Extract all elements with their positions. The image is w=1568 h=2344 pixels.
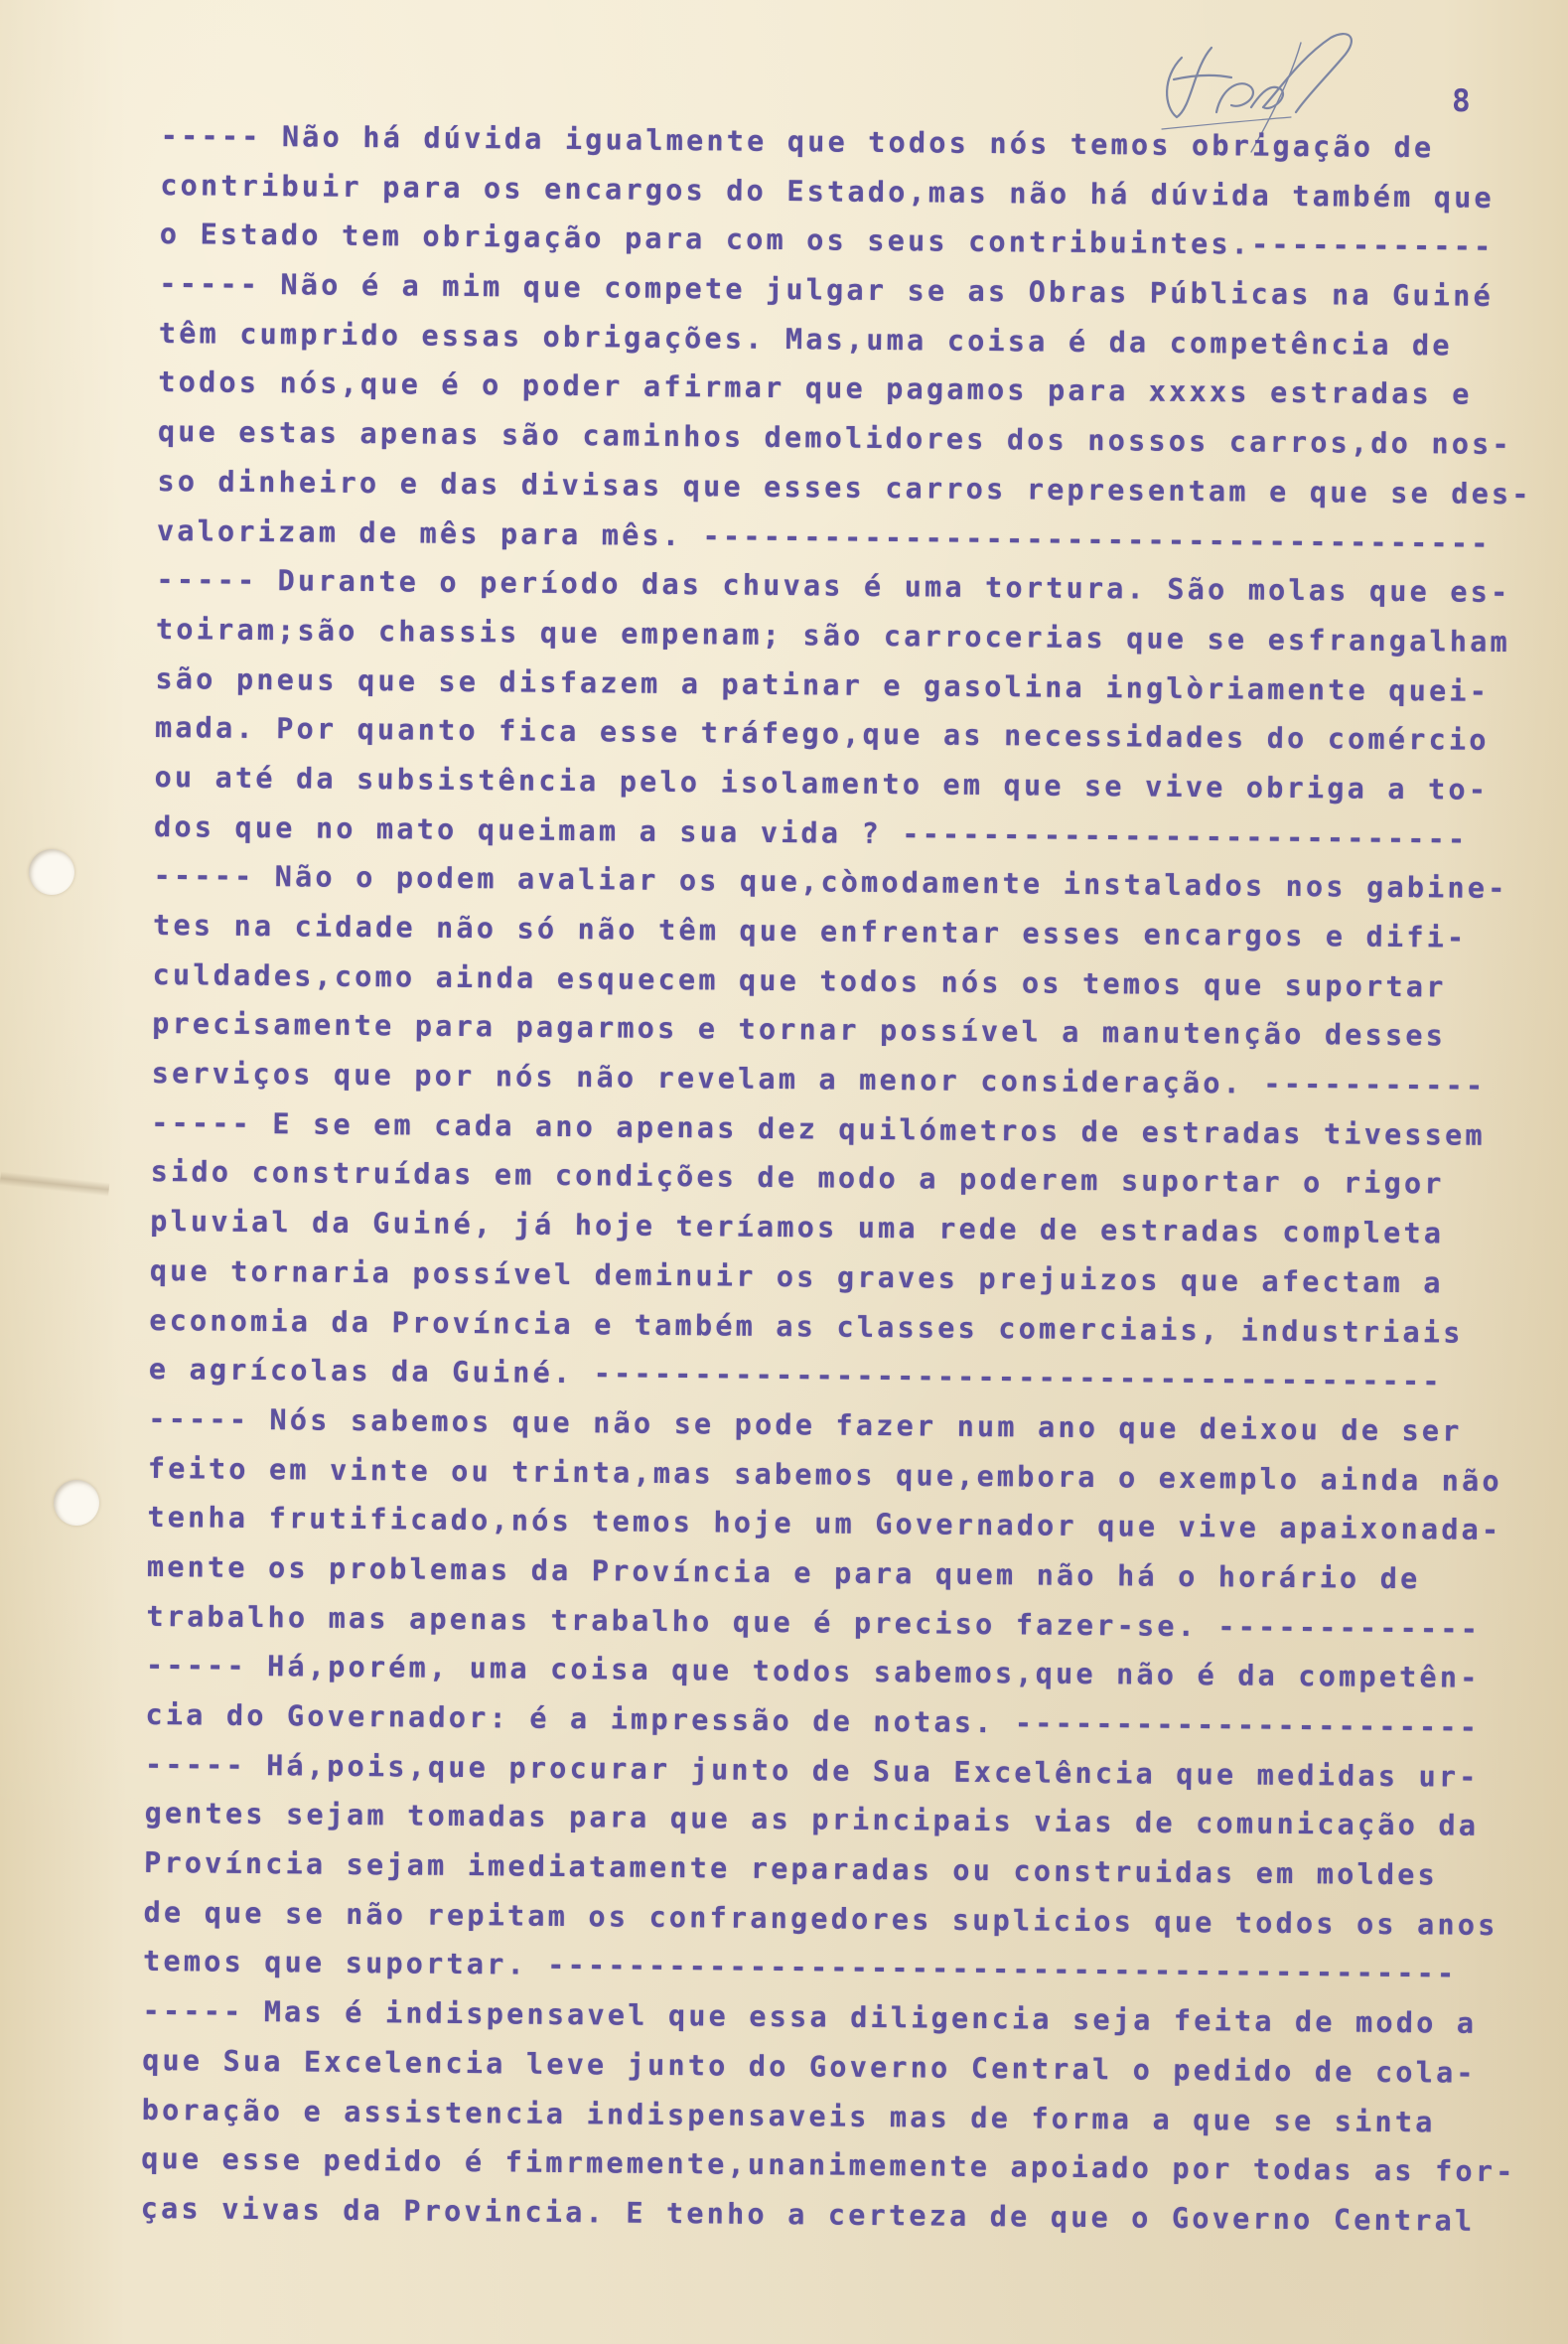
text-line: valorizam de mês para mês. ---------------------------------------: [156, 513, 1492, 560]
text-line: ----- Durante o período das chuvas é uma tortura. São molas que es-: [156, 563, 1511, 610]
text-line: mente os problemas da Província e para quem não há o horário de: [146, 1549, 1421, 1596]
text-line: ou até da subsistência pelo isolamento em que se vive obriga a to-: [154, 760, 1490, 806]
text-line: são pneus que se disfazem a patinar e gasolina inglòriamente quei-: [155, 661, 1491, 708]
text-line: ----- Não é a mim que compete julgar se as Obras Públicas na Guiné: [159, 267, 1495, 313]
text-line: ----- E se em cada ano apenas dez quilómetros de estradas tivessem: [151, 1105, 1486, 1152]
text-line: so dinheiro e das divisas que esses carros representam e que se des-: [157, 464, 1532, 512]
text-line: ----- Não o podem avaliar os que,còmodamente instalados nos gabine-: [153, 859, 1508, 906]
text-line: têm cumprido essas obrigações. Mas,uma coisa é da competência de: [158, 316, 1453, 363]
text-line: ----- Há,porém, uma coisa que todos sabemos,que não é da competên-: [145, 1649, 1481, 1695]
text-line: que esse pedido é fimrmemente,unanimemente apoiado por todas as for-: [141, 2142, 1516, 2189]
paper-fold-mark: [0, 1171, 109, 1196]
text-line: tes na cidade não só não têm que enfrentar esses encargos e difi-: [152, 908, 1468, 954]
text-line: trabalho mas apenas trabalho que é preciso fazer-se. -------------: [146, 1599, 1482, 1646]
text-line: e agrícolas da Guiné. ------------------------------------------: [148, 1353, 1443, 1398]
text-line: ----- Nós sabemos que não se pode fazer num ano que deixou de ser: [148, 1401, 1463, 1448]
text-line: o Estado tem obrigação para com os seus contribuintes.------------: [159, 218, 1495, 264]
text-line: boração e assistencia indispensaveis mas de forma a que se sinta: [141, 2093, 1436, 2138]
text-line: tenha frutificado,nós temos hoje um Governador que vive apaixonada-: [147, 1501, 1502, 1547]
text-line: gentes sejam tomadas para que as principais vias de comunicação da: [144, 1797, 1480, 1843]
text-line: que tornaria possível deminuir os graves prejuizos que afectam a: [149, 1253, 1444, 1300]
text-line: que Sua Excelencia leve junto do Governo Central o pedido de cola-: [142, 2043, 1477, 2090]
text-line: Província sejam imediatamente reparadas ou construidas em moldes: [143, 1845, 1439, 1892]
text-line: ----- Não há dúvida igualmente que todos nós temos obrigação de: [160, 118, 1435, 165]
text-line: culdades,como ainda esquecem que todos nós os temos que suportar: [152, 957, 1447, 1004]
page-number: 8: [1452, 83, 1472, 119]
text-line: de que se não repitam os confrangedores suplicios que todos os anos: [143, 1895, 1498, 1942]
text-line: cia do Governador: é a impressão de notas. -----------------------: [145, 1697, 1481, 1744]
punch-hole-bottom: [54, 1480, 99, 1526]
text-line: dos que no mato queimam a sua vida ? ----------------------------: [153, 809, 1469, 856]
text-line: economia da Província e também as classes comerciais, industriais: [149, 1303, 1464, 1350]
text-line: ----- Há,pois,que procurar junto de Sua Excelência que medidas ur-: [144, 1747, 1480, 1794]
punch-hole-top: [29, 849, 74, 895]
typed-letter-body: [140, 111, 1560, 2247]
text-line: contribuir para os encargos do Estado,mas não há dúvida também que: [160, 168, 1496, 215]
text-line: que estas apenas são caminhos demolidores dos nossos carros,do nos-: [157, 415, 1513, 462]
text-line: precisamente para pagarmos e tornar possível a manutenção desses: [152, 1007, 1447, 1053]
text-line: serviços que por nós não revelam a menor consideração. -----------: [151, 1057, 1487, 1102]
text-line: ças vivas da Provincia. E tenho a certeza de que o Governo Central: [140, 2191, 1476, 2238]
text-line: todos nós,que é o poder afirmar que pagamos para xxxxs estradas e: [158, 366, 1473, 412]
text-line: feito em vinte ou trinta,mas sabemos que,embora o exemplo ainda não: [147, 1451, 1503, 1498]
text-line: pluvial da Guiné, já hoje teríamos uma rede de estradas completa: [150, 1205, 1445, 1250]
text-line: temos que suportar. ---------------------------------------------: [142, 1945, 1458, 1991]
text-line: mada. Por quanto fica esse tráfego,que as necessidades do comércio: [154, 711, 1490, 758]
text-line: ----- Mas é indispensavel que essa diligencia seja feita de modo a: [142, 1994, 1478, 2040]
text-line: sido construídas em condições de modo a poderem suportar o rigor: [150, 1155, 1445, 1201]
text-line: toiram;são chassis que empenam; são carrocerias que se esfrangalham: [155, 612, 1511, 659]
